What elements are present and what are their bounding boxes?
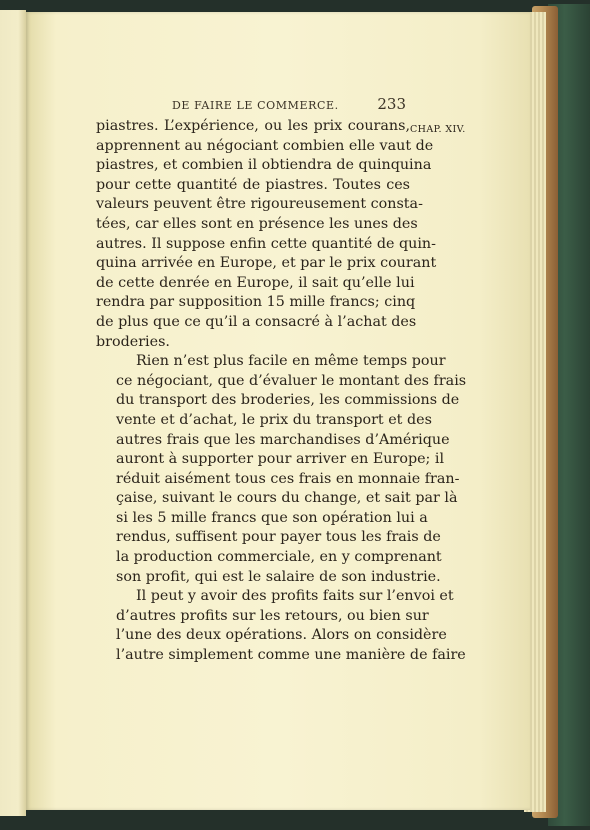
text-line: rendus, suffisent pour payer tous les frais de (116, 529, 441, 546)
text-line: vente et d’achat, le prix du transport et des (116, 411, 432, 428)
text-line: Il peut y avoir des profits faits sur l’envoi et (136, 588, 454, 605)
text-line: de plus que ce qu’il a consacré à l’achat des (96, 313, 417, 330)
left-page-edge (0, 10, 26, 816)
text-line: autres. Il suppose enfin cette quantité de quin- (96, 235, 436, 252)
paragraph (96, 352, 467, 587)
text-line: piastres, et combien il obtiendra de quinquina (96, 157, 432, 174)
paragraph (96, 117, 437, 352)
text-line: pour cette quantité de piastres. Toutes ces (96, 176, 410, 193)
text-line: auront à supporter pour arriver en Europe; il (116, 451, 445, 468)
text-line: si les 5 mille francs que son opération lui a (116, 509, 428, 526)
text-line: de cette denrée en Europe, il sait qu’elle lui (96, 274, 415, 291)
text-line: piastres. L’expérience, ou les prix courans, (96, 118, 410, 134)
text-line: broderies. (96, 333, 170, 350)
text-line: son profit, qui est le salaire de son industrie. (116, 568, 441, 585)
paragraph (96, 587, 466, 665)
text-line: quina arrivée en Europe, et par le prix courant (96, 255, 437, 272)
text-line: l’autre simplement comme une manière de faire (116, 647, 466, 664)
text-line: Rien n’est plus facile en même temps pour (136, 353, 446, 370)
text-line: ce négociant, que d’évaluer le montant des frais (116, 372, 467, 389)
text-line: apprennent au négociant combien elle vaut de (96, 137, 434, 154)
text-line: tées, car elles sont en présence les unes des (96, 215, 418, 232)
text-line: d’autres profits sur les retours, ou bien sur (116, 607, 429, 624)
page-header (172, 96, 406, 114)
text-line: la production commerciale, en y comprenant (116, 549, 442, 566)
text-line: du transport des broderies, les commissions de (116, 392, 460, 409)
text-line: l’une des deux opérations. Alors on considère (116, 627, 447, 644)
text-line: çaise, suivant le cours du change, et sait par là (116, 490, 458, 507)
running-head: DE FAIRE LE COMMERCE. (172, 99, 339, 112)
text-line: valeurs peuvent être rigoureusement consta- (96, 196, 423, 213)
text-line: rendra par supposition 15 mille francs; cinq (96, 294, 416, 311)
text-line: réduit aisément tous ces frais en monnaie fran- (116, 470, 460, 487)
text-line: autres frais que les marchandises d’Amérique (116, 431, 450, 448)
page-number: 233 (377, 95, 406, 113)
margin-chapter-label: CHAP. XIV. (410, 124, 466, 135)
